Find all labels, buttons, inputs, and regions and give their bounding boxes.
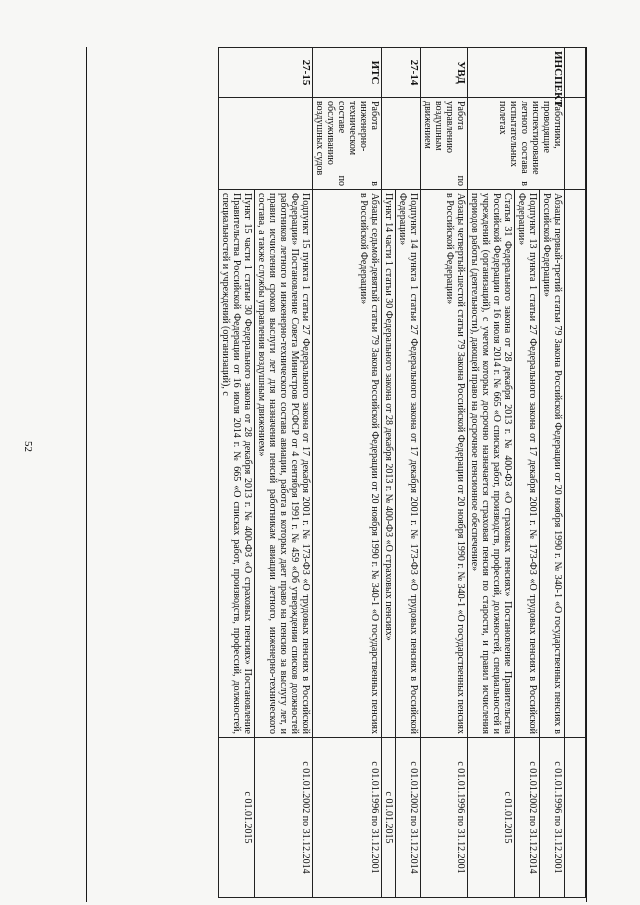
work-type-cell xyxy=(382,98,421,190)
legal-basis-cell: Подпункт 14 пункта 1 статьи 27 Федерального закона от 17 декабря 2001 г. № 173-ФЗ «О трудовых пенсиях в Российской Федерации» xyxy=(396,190,421,738)
legal-basis-cell: Подпункт 13 пункта 1 статьи 27 Федерального закона от 17 декабря 2001 г. № 173-ФЗ «О трудовых пенсиях в Российской Федерации» xyxy=(515,190,540,738)
work-type-cell: Работники, проводящие инспектирование летного состава в испытательных полетах xyxy=(468,98,565,190)
legal-basis-cell: Подпункт 15 пункта 1 статьи 27 Федерального закона от 17 декабря 2001 г. № 173-ФЗ «О трудовых пенсиях в Российской Федерации» Постановление Совета Министров РСФСР от 4 сентября 1991 г. № 459 «Об утверждении списков должностей работников летного и инженерно-технического состава авиации, работа в которых дает право на пенсию за выслугу лет, и правил исчисления сроков выслуги лет для назначения пенсий работникам авиации летного, инженерно-технического состава, а также службы управления воздушным движением» xyxy=(255,190,313,738)
header-cell xyxy=(565,738,586,898)
code-cell: 27-14 xyxy=(382,48,421,98)
legal-basis-cell: Абзацы седьмой-девятый статьи 79 Закона Российской Федерации от 20 ноября 1990 г. № 340-1 «О государственных пенсиях в Российской Федерации» xyxy=(313,190,382,738)
table-row xyxy=(313,48,382,898)
table-row xyxy=(396,48,421,898)
code-cell: 27-15 xyxy=(219,48,313,98)
period-cell: с 01.01.1996 по 31.12.2001 xyxy=(540,738,565,898)
table-row xyxy=(540,48,565,898)
frame-right xyxy=(586,47,587,902)
period-cell: с 01.01.1996 по 31.12.2001 xyxy=(313,738,382,898)
page-number: 52 xyxy=(22,441,34,452)
code-cell: УВД xyxy=(421,48,468,98)
period-cell: с 01.01.2002 по 31.12.2014 xyxy=(396,738,421,898)
period-cell: с 01.01.2015 xyxy=(382,738,396,898)
period-cell: с 01.01.2002 по 31.12.2014 xyxy=(255,738,313,898)
legal-basis-cell: Абзацы первый-третий статьи 79 Закона Российской Федерации от 20 ноября 1990 г. № 340-1 «О государственных пенсиях в Российской Федерации» xyxy=(540,190,565,738)
work-type-cell: Работа по управлению воздушным движением xyxy=(421,98,468,190)
table-row xyxy=(421,48,468,898)
legal-basis-cell: Статья 31 Федерального закона от 28 декабря 2013 г. № 400-ФЗ «О страховых пенсиях» Постановление Правительства Российской Федерации от 16 июля 2014 г. № 665 «О списках работ, производств, профессий, должностей, специальностей и учреждений (организаций), с учетом которых досрочно назначается страховая пенсия по старости, и правил исчисления периодов работы (деятельности), дающей право на досрочное пенсионное обеспечение» xyxy=(468,190,515,738)
code-cell: ИТС xyxy=(313,48,382,98)
work-type-cell xyxy=(219,98,313,190)
frame-left xyxy=(86,47,87,902)
header-cell xyxy=(565,48,586,98)
table-header-row xyxy=(565,48,586,898)
period-cell: с 01.01.1996 по 31.12.2001 xyxy=(421,738,468,898)
header-cell xyxy=(565,190,586,738)
pension-basis-table xyxy=(218,47,586,898)
header-cell xyxy=(565,98,586,190)
period-cell: с 01.01.2015 xyxy=(219,738,255,898)
table-row xyxy=(255,48,313,898)
period-cell: с 01.01.2015 xyxy=(468,738,515,898)
legal-basis-cell: Пункт 15 части 1 статьи 30 Федерального закона от 28 декабря 2013 г. № 400-ФЗ «О страховых пенсиях» Постановление Правительства Российской Федерации от 16 июля 2014 г. № 665 «О списках работ, производств, профессий, должностей, специальностей и учреждений (организаций), с xyxy=(219,190,255,738)
legal-basis-cell: Абзацы четвертый-шестой статьи 79 Закона Российской Федерации от 20 ноября 1990 г. № 340-1 «О государственных пенсиях в Российской Федерации» xyxy=(421,190,468,738)
period-cell: с 01.01.2002 по 31.12.2014 xyxy=(515,738,540,898)
legal-basis-cell: Пункт 14 части 1 статьи 30 Федерального закона от 28 декабря 2013 г. № 400-ФЗ «О страховых пенсиях» xyxy=(382,190,396,738)
table-body xyxy=(219,48,586,898)
rotated-table-wrapper xyxy=(131,47,586,897)
code-cell: ИНСПЕКТ xyxy=(468,48,565,98)
work-type-cell: Работа в инженерно-техническом составе по обслуживанию воздушных судов xyxy=(313,98,382,190)
